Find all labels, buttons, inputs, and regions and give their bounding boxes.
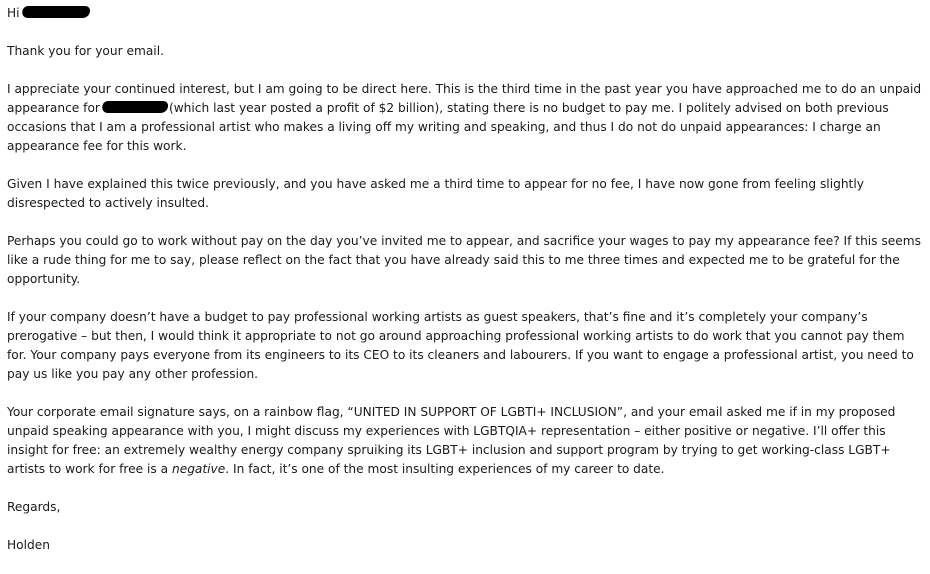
greeting-text: Hi	[7, 6, 20, 20]
signature-name: Holden	[7, 538, 50, 552]
paragraph-insulted: Given I have explained this twice previously, and you have asked me a third time to appear for no fee, I have now gone from feeling slightly disrespected to actively insulted.	[7, 177, 864, 210]
paragraph-direct-part-1: I appreciate your continued interest, but I am going to be direct here. This is the third time in the past year you have approached me to do an unpaid appearance for	[7, 82, 922, 115]
paragraph-budget: If your company doesn’t have a budget to pay professional working artists as guest speakers, that’s fine and it’s completely your company’s prerogative – but then, I would think it appropriate to not go around approaching professional working artists to do work that you cannot pay them for. Your company pays everyone from its engineers to its CEO to its cleaners and labourers. If you want to engage a professional artist, you need to pay us like you pay any other profession.	[7, 310, 914, 381]
paragraph-signature-part-2: . In fact, it’s one of the most insulting experiences of my career to date.	[225, 462, 665, 476]
email-body	[7, 4, 927, 574]
emphasis-negative: negative	[171, 462, 226, 476]
paragraph-thanks: Thank you for your email.	[7, 44, 164, 58]
greeting-line	[7, 4, 927, 23]
paragraph-direct-part-2: (which last year posted a profit of $2 billion), stating there is no budget to pay me. I politely advised on both previous occasions that I am a professional artist who makes a living off my writing and speaking, and thus I do not do unpaid appearances: I charge an appearance fee for this work.	[7, 101, 889, 153]
paragraph-wages: Perhaps you could go to work without pay on the day you’ve invited me to appear, and sacrifice your wages to pay my appearance fee? If this seems like a rude thing for me to say, please reflect on the fact that you have already said this to me three times and expected me to be grateful for the opportunity.	[7, 234, 921, 286]
signoff: Regards,	[7, 500, 61, 514]
paragraph-direct	[7, 80, 927, 156]
paragraph-signature	[7, 403, 927, 479]
redacted-name-mark	[20, 6, 92, 18]
paragraph-signature-part-1: Your corporate email signature says, on a rainbow flag, “UNITED IN SUPPORT OF LGBTI+ INCLUSION”, and your email asked me if in my proposed unpaid speaking appearance with you, I might discuss my experiences with LGBTQIA+ representation – either positive or negative. I’ll offer this insight for free: an extremely wealthy energy company spruiking its LGBT+ inclusion and support program by trying to get working-class LGBT+ artists to work for free is a	[7, 405, 896, 476]
redacted-company-mark	[100, 101, 170, 113]
